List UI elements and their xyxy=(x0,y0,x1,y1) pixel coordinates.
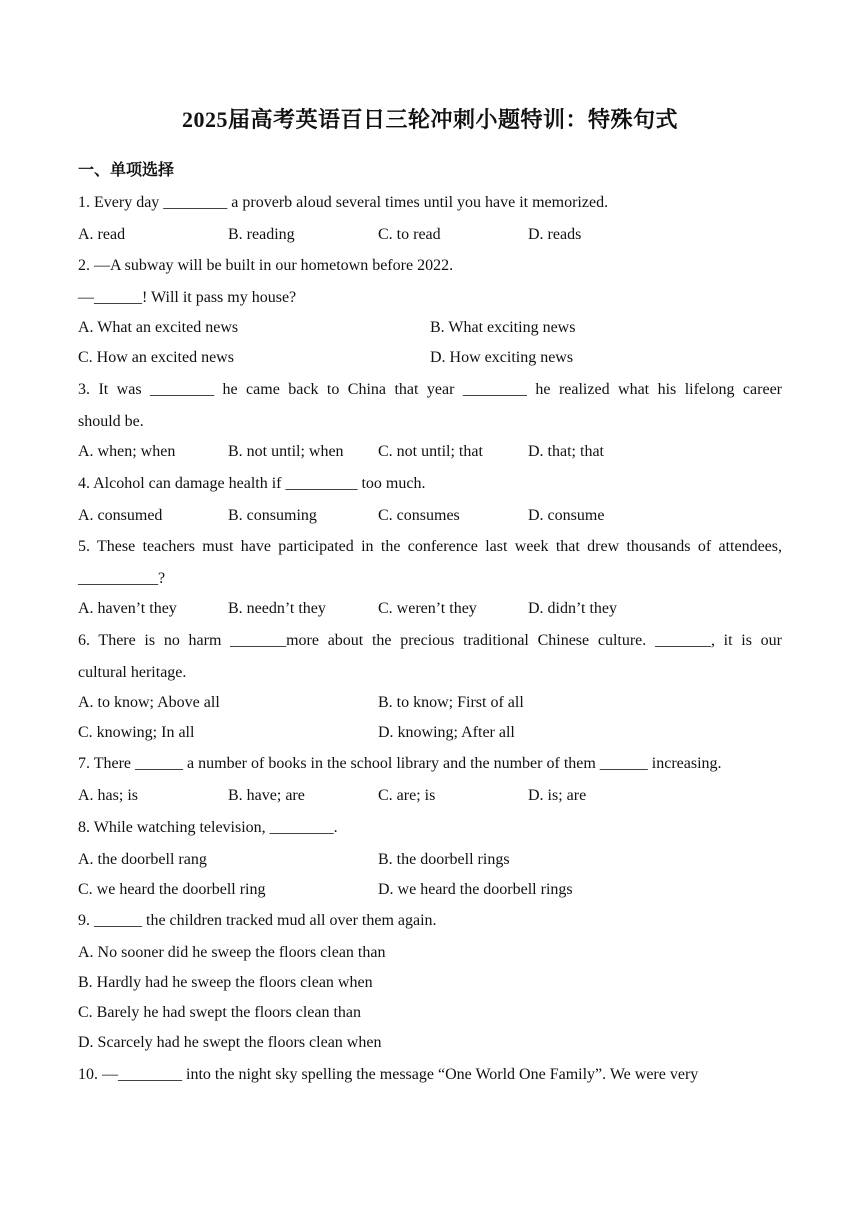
question-4-option-b: B. consuming xyxy=(228,507,317,524)
question-1-option-d: D. reads xyxy=(528,226,582,243)
question-2-option-d: D. How exciting news xyxy=(430,349,574,366)
question-7-option-a: A. has; is xyxy=(78,787,138,804)
question-8-option-d: D. we heard the doorbell rings xyxy=(378,881,573,898)
page-title: 2025届高考英语百日三轮冲刺小题特训：特殊句式 xyxy=(181,107,678,132)
question-9-stem: 9. ______ the children tracked mud all over them again. xyxy=(78,912,437,929)
question-6-stem-cont: cultural heritage. xyxy=(78,664,187,681)
question-7-stem: 7. There ______ a number of books in the school library and the number of them ______ increasing. xyxy=(78,755,722,772)
question-9-option-c: C. Barely he had swept the floors clean than xyxy=(78,1004,362,1021)
question-4-option-a: A. consumed xyxy=(78,507,163,524)
question-6-option-c: C. knowing; In all xyxy=(78,724,195,741)
question-1-stem: 1. Every day ________ a proverb aloud several times until you have it memorized. xyxy=(78,194,609,211)
question-7-option-b: B. have; are xyxy=(228,787,305,804)
question-1-option-c: C. to read xyxy=(378,226,441,243)
question-8-stem: 8. While watching television, ________. xyxy=(78,819,338,836)
section-heading: 一、单项选择 xyxy=(78,160,175,179)
question-3-option-a: A. when; when xyxy=(78,443,176,460)
question-1-option-b: B. reading xyxy=(228,226,295,243)
question-2-option-b: B. What exciting news xyxy=(430,319,576,336)
question-5-option-c: C. weren’t they xyxy=(378,600,477,617)
question-2-option-c: C. How an excited news xyxy=(78,349,234,366)
question-1-option-a: A. read xyxy=(78,226,126,243)
question-5-stem-cont: __________? xyxy=(78,570,166,587)
question-10-stem: 10. —________ into the night sky spelling the message “One World One Family”. We were very xyxy=(78,1066,699,1083)
question-3-stem-cont: should be. xyxy=(78,413,144,430)
question-2-option-a: A. What an excited news xyxy=(78,319,239,336)
question-9-option-b: B. Hardly had he sweep the floors clean when xyxy=(78,974,373,991)
question-5-option-a: A. haven’t they xyxy=(78,600,177,617)
question-7-option-d: D. is; are xyxy=(528,787,587,804)
question-3-option-c: C. not until; that xyxy=(378,443,483,460)
question-6-option-a: A. to know; Above all xyxy=(78,694,220,711)
question-5-option-b: B. needn’t they xyxy=(228,600,326,617)
question-9-option-d: D. Scarcely had he swept the floors clean when xyxy=(78,1034,382,1051)
question-6-stem: 6. There is no harm _______more about the precious traditional Chinese culture. _______, it is our xyxy=(78,632,782,649)
question-7-option-c: C. are; is xyxy=(378,787,436,804)
question-8-option-a: A. the doorbell rang xyxy=(78,851,207,868)
question-8-option-b: B. the doorbell rings xyxy=(378,851,510,868)
question-9-option-a: A. No sooner did he sweep the floors clean than xyxy=(78,944,386,961)
question-8-option-c: C. we heard the doorbell ring xyxy=(78,881,266,898)
question-3-option-d: D. that; that xyxy=(528,443,604,460)
question-4-option-c: C. consumes xyxy=(378,507,460,524)
question-5-option-d: D. didn’t they xyxy=(528,600,618,617)
question-3-option-b: B. not until; when xyxy=(228,443,344,460)
question-6-option-b: B. to know; First of all xyxy=(378,694,524,711)
question-4-stem: 4. Alcohol can damage health if _________ too much. xyxy=(78,475,426,492)
question-4-option-d: D. consume xyxy=(528,507,605,524)
question-6-option-d: D. knowing; After all xyxy=(378,724,515,741)
question-2-reply: —______! Will it pass my house? xyxy=(78,289,297,306)
question-5-stem: 5. These teachers must have participated in the conference last week that drew thousands of attendees, xyxy=(78,538,782,555)
question-2-stem: 2. —A subway will be built in our hometown before 2022. xyxy=(78,257,454,274)
question-3-stem: 3. It was ________ he came back to China that year ________ he realized what his lifelong career xyxy=(78,381,782,398)
